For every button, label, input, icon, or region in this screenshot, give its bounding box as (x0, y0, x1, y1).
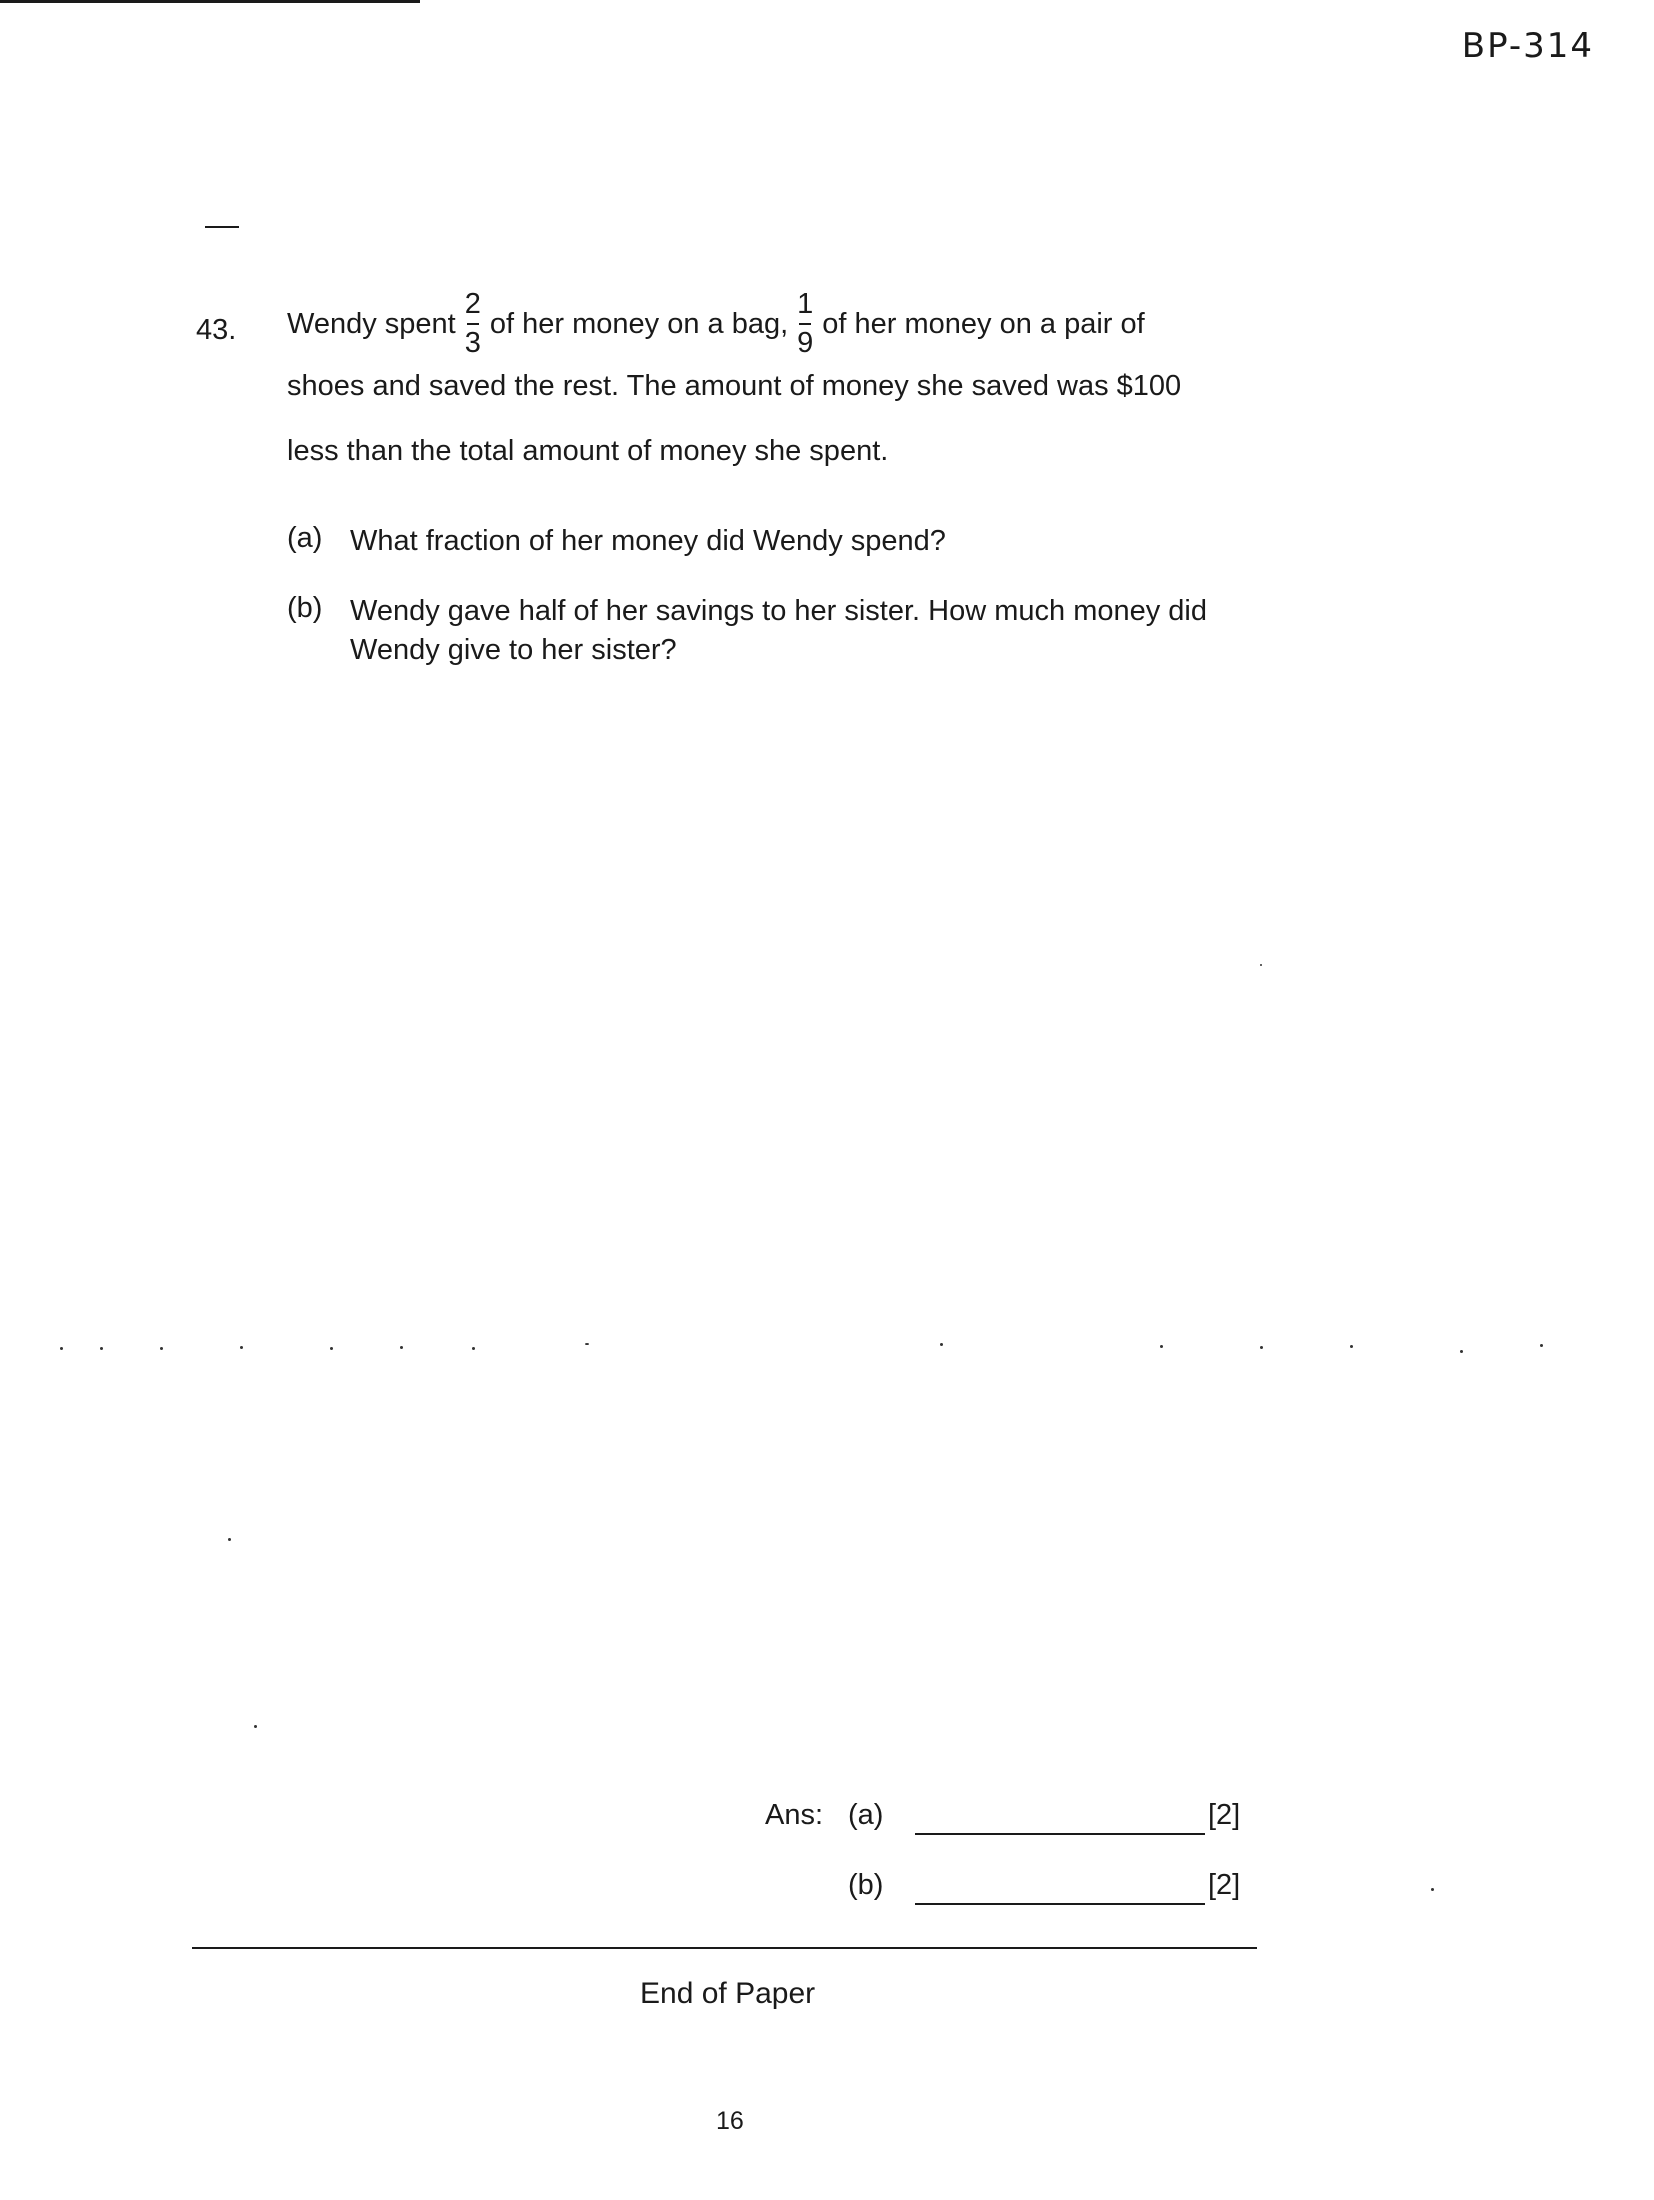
scan-speck (1350, 1345, 1353, 1348)
fraction-bar (467, 323, 479, 325)
fraction-one-ninth (797, 290, 813, 358)
question-line-1 (287, 290, 1145, 358)
scan-speck (1431, 1888, 1434, 1891)
scan-speck (585, 1343, 589, 1345)
question-text-mid: of her money on a bag, (489, 307, 789, 340)
scan-speck (254, 1725, 257, 1728)
paper-code: BP-314 (1461, 26, 1594, 66)
scan-speck (60, 1347, 63, 1350)
scan-speck (100, 1347, 103, 1350)
scan-speck (228, 1538, 231, 1541)
scan-speck (330, 1347, 333, 1350)
fraction-numerator: 2 (464, 288, 481, 320)
part-a-label: (a) (287, 522, 323, 554)
fraction-bar (799, 323, 811, 325)
scan-speck (240, 1346, 243, 1349)
scan-speck (472, 1347, 475, 1350)
scan-speck (1540, 1344, 1543, 1347)
fraction-numerator: 1 (797, 288, 814, 320)
question-number: 43. (196, 314, 237, 346)
question-text-start: Wendy spent (287, 307, 456, 340)
scan-speck (400, 1346, 403, 1349)
scan-speck (1160, 1345, 1163, 1348)
fraction-two-thirds (465, 290, 481, 358)
answer-a-marks: [2] (1208, 1799, 1241, 1831)
part-b-label: (b) (287, 592, 323, 624)
answer-b-label: (b) (848, 1869, 884, 1901)
scan-speck (1460, 1350, 1463, 1353)
bottom-rule (192, 1947, 1257, 1949)
fraction-denominator: 3 (464, 327, 481, 359)
fraction-denominator: 9 (797, 327, 814, 359)
dash-mark (205, 226, 239, 228)
answer-b-marks: [2] (1208, 1869, 1241, 1901)
question-text-end: of her money on a pair of (822, 307, 1145, 340)
answer-b-blank[interactable] (915, 1903, 1205, 1905)
scan-speck (160, 1347, 163, 1350)
scan-speck (1260, 1346, 1263, 1349)
page-number: 16 (716, 2107, 744, 2135)
top-rule (0, 0, 420, 3)
answer-prefix: Ans: (765, 1799, 824, 1831)
scan-speck (1260, 964, 1262, 966)
part-a-text: What fraction of her money did Wendy spend? (350, 525, 946, 557)
part-b-text: Wendy gave half of her savings to her sister. How much money did Wendy give to her sister? (350, 595, 1208, 666)
end-of-paper: End of Paper (640, 1977, 816, 2010)
question-line-2: shoes and saved the rest. The amount of money she saved was $100 (287, 370, 1182, 402)
answer-a-label: (a) (848, 1799, 884, 1831)
question-line-3: less than the total amount of money she spent. (287, 435, 889, 467)
answer-a-blank[interactable] (915, 1833, 1205, 1835)
scan-speck (940, 1343, 943, 1346)
